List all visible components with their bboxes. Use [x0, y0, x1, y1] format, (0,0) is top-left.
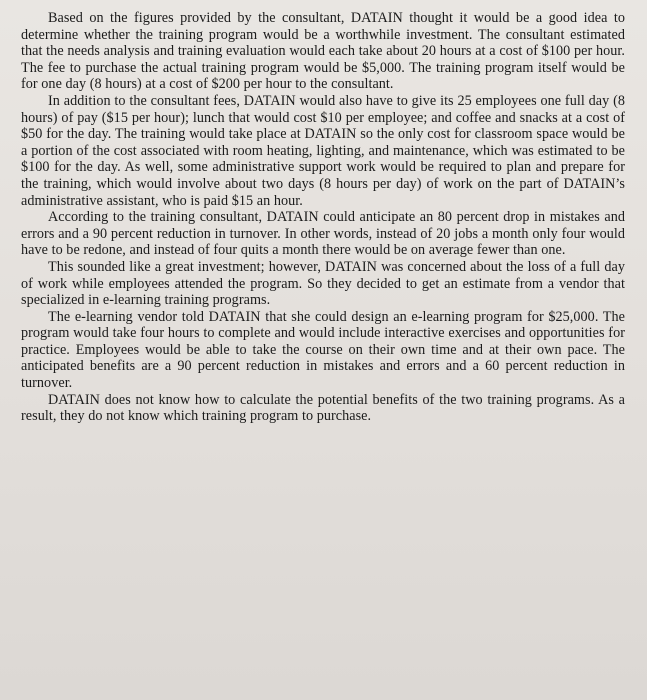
- paragraph-additional-costs: In addition to the consultant fees, DATAIN would also have to give its 25 employees one full day (8 hours) of pay ($15 per hour); lunch that would cost $10 per employee; and coffee and snacks at a cost of $50 for the day. The training would take place at DATAIN so the only cost for classroom space would be a portion of the cost associated with room heating, lighting, and maintenance, which was estimated to be $100 for the day. As well, some administrative support work would be required to plan and prepare for the training, which would involve about two days (8 hours per day) of work on the part of DATAIN’s administrative assistant, who is paid $15 an hour.: [21, 92, 625, 209]
- paragraph-consultant-estimate: Based on the figures provided by the consultant, DATAIN thought it would be a good idea to determine whether the training program would be a worthwhile investment. The consultant estimated that the needs analysis and training evaluation would each take about 20 hours at a cost of $100 per hour. The fee to purchase the actual training program would be $5,000. The training program itself would be for one day (8 hours) at a cost of $200 per hour to the consultant.: [21, 10, 625, 93]
- paragraph-elearning-offer: The e-learning vendor told DATAIN that she could design an e-learning program for $25,000. The program would take four hours to complete and would include interactive exercises and opportunities for practice. Employees would be able to take the course on their own time and at their own pace. The anticipated benefits are a 90 percent reduction in mistakes and errors and a 60 percent reduction in turnover.: [21, 308, 625, 392]
- paragraph-concern-vendor: This sounded like a great investment; however, DATAIN was concerned about the loss of a full day of work while employees attended the program. So they decided to get an estimate from a vendor that specialized in e-learning training programs.: [21, 258, 625, 309]
- paragraph-conclusion: DATAIN does not know how to calculate the potential benefits of the two training programs. As a result, they do not know which training program to purchase.: [21, 391, 625, 425]
- paragraph-anticipated-benefits: According to the training consultant, DATAIN could anticipate an 80 percent drop in mistakes and errors and a 90 percent reduction in turnover. In other words, instead of 20 jobs a month only four would have to be redone, and instead of four quits a month there would be on average fewer than one.: [21, 209, 625, 259]
